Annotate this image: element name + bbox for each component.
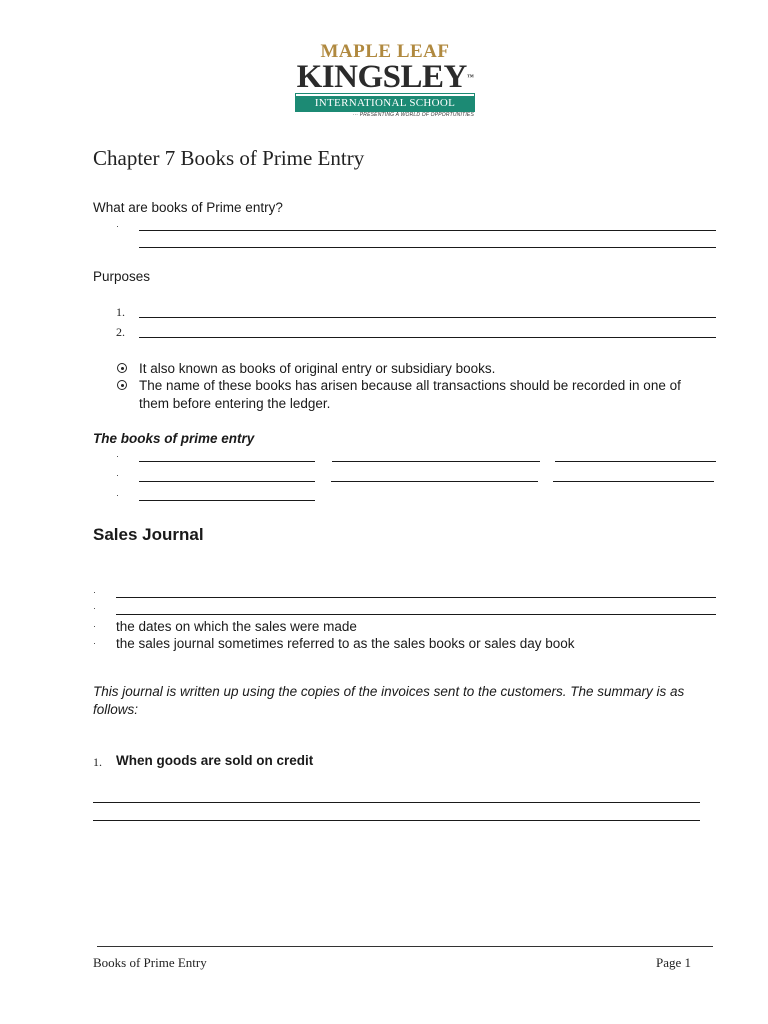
sales-journal-heading: Sales Journal <box>93 525 204 544</box>
bullet-dot: · <box>93 587 96 597</box>
answer-blank <box>331 481 538 482</box>
logo-band: INTERNATIONAL SCHOOL <box>296 94 474 111</box>
answer-blank <box>116 597 716 598</box>
radio-bullet-icon <box>117 363 127 373</box>
answer-blank <box>139 247 716 248</box>
answer-blank <box>555 461 716 462</box>
list-number: 1. <box>93 755 102 769</box>
journal-description: follows: <box>93 702 139 717</box>
note-text: them before entering the ledger. <box>139 396 331 411</box>
answer-blank <box>93 802 700 803</box>
answer-blank <box>139 500 315 501</box>
bullet-dot: · <box>116 451 119 461</box>
journal-description: This journal is written up using the copies of the invoices sent to the customers. The summary is as <box>93 684 685 699</box>
page-title: Chapter 7 Books of Prime Entry <box>93 146 365 170</box>
books-heading: The books of prime entry <box>93 431 255 446</box>
answer-blank <box>553 481 714 482</box>
footer-divider <box>97 946 713 947</box>
answer-blank <box>139 317 716 318</box>
bullet-dot: · <box>116 221 119 231</box>
bullet-dot: · <box>116 490 119 500</box>
bullet-dot: · <box>93 638 96 648</box>
logo-line2: KINGSLEY™ <box>296 59 474 95</box>
bullet-dot: · <box>93 621 96 631</box>
page-number: Page 1 <box>656 955 692 970</box>
school-logo <box>292 41 478 118</box>
answer-blank <box>139 481 315 482</box>
list-number: 2. <box>116 325 125 339</box>
logo-line1: MAPLE LEAF <box>320 41 450 62</box>
note-text: It also known as books of original entry or subsidiary books. <box>139 361 496 376</box>
answer-blank <box>139 461 315 462</box>
list-number: 1. <box>116 305 125 319</box>
note-text: The name of these books has arisen because all transactions should be recorded in one of <box>139 378 681 393</box>
purposes-label: Purposes <box>93 269 151 284</box>
answer-blank <box>332 461 540 462</box>
answer-blank <box>139 337 716 338</box>
answer-blank <box>139 230 716 231</box>
logo-tagline: ··· PRESENTING A WORLD OF OPPORTUNITIES <box>352 112 474 118</box>
bullet-dot: · <box>116 470 119 480</box>
answer-blank <box>116 614 716 615</box>
step-label: When goods are sold on credit <box>116 753 314 768</box>
radio-bullet-icon <box>117 380 127 390</box>
footer-title: Books of Prime Entry <box>93 955 207 970</box>
answer-blank <box>93 820 700 821</box>
question-text: What are books of Prime entry? <box>93 200 283 215</box>
sales-bullet-text: the dates on which the sales were made <box>116 619 357 634</box>
bullet-dot: · <box>93 603 96 613</box>
sales-bullet-text: the sales journal sometimes referred to as the sales books or sales day book <box>116 636 575 651</box>
